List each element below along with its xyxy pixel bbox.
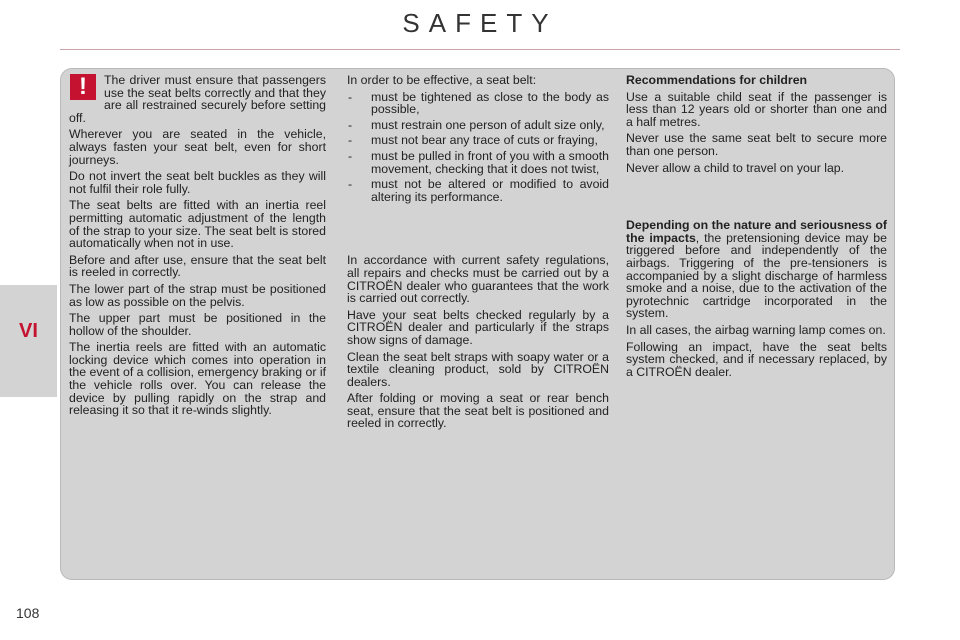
spacer — [626, 178, 887, 219]
paragraph-text: , the pretensioning device may be triggered before and independently of the airbags. Triggering of the pre-tensioners is accompanied by a slight discharge of harmless smoke and a noise, due to the activation of the pyrotechnic cartridge incorporated in the system. — [626, 230, 887, 321]
paragraph: The lower part of the strap must be positioned as low as possible on the pelvis. — [69, 281, 326, 309]
list-item-text: must not be altered or modified to avoid altering its performance. — [371, 177, 609, 204]
dash-marker: - — [348, 89, 353, 104]
paragraph: Never allow a child to travel on your lap. — [626, 160, 845, 175]
paragraph: In all cases, the airbag warning lamp comes on. — [626, 322, 886, 337]
page-number: 108 — [16, 605, 40, 621]
paragraph-pretensioner — [626, 219, 887, 320]
paragraph: Wherever you are seated in the vehicle, always fasten your seat belt, even for short journeys. — [69, 127, 326, 167]
paragraph: The seat belts are fitted with an inertia reel permitting automatic adjustment of the length of the strap to your size. The seat belt is stored automatically when not in use. — [69, 198, 326, 251]
paragraph: Clean the seat belt straps with soapy water or a textile cleaning product, sold by CITROËN dealers. — [347, 349, 609, 389]
list-item — [347, 150, 609, 175]
paragraph: Use a suitable child seat if the passenger is less than 12 years old or shorter than one and a half metres. — [626, 89, 887, 129]
dash-marker: - — [348, 117, 353, 132]
list-item — [347, 91, 609, 116]
exclamation-warning-icon: ! — [70, 74, 96, 100]
paragraph: In accordance with current safety regulations, all repairs and checks must be carried out by a CITROËN dealer who guarantees that the work is carried out correctly. — [347, 253, 609, 306]
list-intro: In order to be effective, a seat belt: — [347, 73, 537, 87]
column-children — [626, 74, 887, 382]
paragraph: Do not invert the seat belt buckles as they will not fulfil their role fully. — [69, 169, 326, 196]
dash-marker: - — [348, 133, 353, 148]
section-heading: Recommendations for children — [626, 73, 808, 87]
paragraph: After folding or moving a seat or rear bench seat, ensure that the seat belt is positioned and reeled in correctly. — [347, 391, 609, 431]
column-effectiveness — [347, 74, 609, 434]
paragraph: The driver must ensure that passengers use the seat belts correctly and that they are all restrained securely before setting off. — [69, 73, 326, 125]
page-title: SAFETY — [402, 8, 558, 38]
dash-marker: - — [348, 148, 353, 163]
list-item — [347, 119, 609, 132]
paragraph: Have your seat belts checked regularly by a CITROËN dealer and particularly if the straps show signs of damage. — [347, 307, 609, 347]
list-item-text: must not bear any trace of cuts or fraying, — [371, 133, 598, 148]
column-seat-belts — [69, 74, 326, 421]
chapter-label: VI — [19, 320, 38, 342]
list-item-text: must be pulled in front of you with a smooth movement, checking that it does not twist, — [371, 148, 609, 176]
list-item-text: must be tightened as close to the body as possible, — [371, 89, 609, 117]
requirements-list — [347, 91, 609, 204]
paragraph: Following an impact, have the seat belts system checked, and if necessary replaced, by a CITROËN dealer. — [626, 339, 887, 379]
paragraph: The upper part must be positioned in the hollow of the shoulder. — [69, 311, 326, 338]
list-item-text: must restrain one person of adult size only, — [371, 117, 605, 132]
list-item — [347, 134, 609, 147]
bold-lead-text: Depending on the nature and seriousness of the impacts — [626, 218, 887, 245]
dash-marker: - — [348, 177, 353, 192]
paragraph: Before and after use, ensure that the seat belt is reeled in correctly. — [69, 252, 326, 280]
list-item — [347, 178, 609, 203]
title-divider — [60, 49, 900, 50]
paragraph: Never use the same seat belt to secure more than one person. — [626, 131, 887, 158]
spacer — [347, 206, 609, 254]
paragraph: The inertia reels are fitted with an automatic locking device which comes into operation in the event of a collision, emergency braking or if the vehicle rolls over. You can release the device by pulling rapidly on the strap and releasing it so that it re-winds slightly. — [69, 340, 327, 418]
